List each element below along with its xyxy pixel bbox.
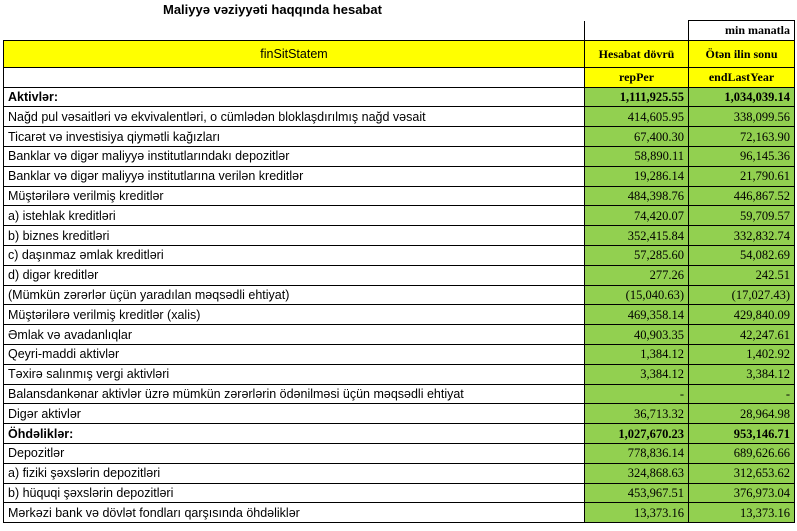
table-row bbox=[4, 206, 795, 226]
column-code-last-year-end[interactable]: endLastYear bbox=[689, 67, 795, 87]
reporting-period-value-cell[interactable]: 469,358.14 bbox=[585, 305, 689, 325]
reporting-period-value-cell[interactable]: 67,400.30 bbox=[585, 127, 689, 147]
row-label-cell[interactable]: b) biznes kreditləri bbox=[4, 226, 585, 246]
last-year-end-value-cell[interactable]: 689,626.66 bbox=[689, 443, 795, 463]
column-code-reporting-period[interactable]: repPer bbox=[585, 67, 689, 87]
blank-cell bbox=[585, 21, 689, 41]
reporting-period-value-cell[interactable]: 352,415.84 bbox=[585, 226, 689, 246]
column-header-reporting-period[interactable]: Hesabat dövrü bbox=[585, 40, 689, 67]
reporting-period-value-cell[interactable]: 1,027,670.23 bbox=[585, 424, 689, 444]
table-row bbox=[4, 325, 795, 345]
reporting-period-value-cell[interactable]: 36,713.32 bbox=[585, 404, 689, 424]
header-row bbox=[4, 40, 795, 67]
reporting-period-value-cell[interactable]: - bbox=[585, 384, 689, 404]
unit-label: min manatla bbox=[689, 21, 795, 41]
last-year-end-value-cell[interactable]: 242.51 bbox=[689, 265, 795, 285]
last-year-end-value-cell[interactable]: 54,082.69 bbox=[689, 245, 795, 265]
row-label-cell[interactable]: Balansdankənar aktivlər üzrə mümkün zərərlərin ödənilməsi üçün məqsədli ehtiyat bbox=[4, 384, 585, 404]
row-label-cell[interactable]: Əmlak və avadanlıqlar bbox=[4, 325, 585, 345]
last-year-end-value-cell[interactable]: 96,145.36 bbox=[689, 146, 795, 166]
table-row bbox=[4, 265, 795, 285]
table-row bbox=[4, 107, 795, 127]
row-label-cell[interactable]: Müştərilərə verilmiş kreditlər (xalis) bbox=[4, 305, 585, 325]
code-row bbox=[4, 67, 795, 87]
reporting-period-value-cell[interactable]: 19,286.14 bbox=[585, 166, 689, 186]
row-label-cell[interactable]: Müştərilərə verilmiş kreditlər bbox=[4, 186, 585, 206]
table-row bbox=[4, 344, 795, 364]
reporting-period-value-cell[interactable]: 1,111,925.55 bbox=[585, 87, 689, 107]
last-year-end-value-cell[interactable]: 429,840.09 bbox=[689, 305, 795, 325]
last-year-end-value-cell[interactable]: (17,027.43) bbox=[689, 285, 795, 305]
table-row bbox=[4, 285, 795, 305]
row-label-cell[interactable]: Digər aktivlər bbox=[4, 404, 585, 424]
reporting-period-value-cell[interactable]: 414,605.95 bbox=[585, 107, 689, 127]
last-year-end-value-cell[interactable]: 42,247.61 bbox=[689, 325, 795, 345]
blank-cell bbox=[4, 21, 585, 41]
reporting-period-value-cell[interactable]: 1,384.12 bbox=[585, 344, 689, 364]
last-year-end-value-cell[interactable]: 72,163.90 bbox=[689, 127, 795, 147]
row-label-cell[interactable]: Depozitlər bbox=[4, 443, 585, 463]
row-label-cell[interactable]: Qeyri-maddi aktivlər bbox=[4, 344, 585, 364]
report-title: Maliyyə vəziyyəti haqqında hesabat bbox=[163, 2, 382, 17]
reporting-period-value-cell[interactable]: (15,040.63) bbox=[585, 285, 689, 305]
table-row bbox=[4, 166, 795, 186]
table-row bbox=[4, 503, 795, 523]
last-year-end-value-cell[interactable]: 21,790.61 bbox=[689, 166, 795, 186]
last-year-end-value-cell[interactable]: 446,867.52 bbox=[689, 186, 795, 206]
row-label-cell[interactable]: Banklar və digər maliyyə institutlarındakı depozitlər bbox=[4, 146, 585, 166]
table-row bbox=[4, 384, 795, 404]
last-year-end-value-cell[interactable]: - bbox=[689, 384, 795, 404]
last-year-end-value-cell[interactable]: 312,653.62 bbox=[689, 463, 795, 483]
last-year-end-value-cell[interactable]: 1,402.92 bbox=[689, 344, 795, 364]
reporting-period-value-cell[interactable]: 58,890.11 bbox=[585, 146, 689, 166]
row-label-cell[interactable]: Mərkəzi bank və dövlət fondları qarşısında öhdəliklər bbox=[4, 503, 585, 523]
last-year-end-value-cell[interactable]: 332,832.74 bbox=[689, 226, 795, 246]
last-year-end-value-cell[interactable]: 1,034,039.14 bbox=[689, 87, 795, 107]
table-row bbox=[4, 146, 795, 166]
table-row bbox=[4, 424, 795, 444]
reporting-period-value-cell[interactable]: 3,384.12 bbox=[585, 364, 689, 384]
row-label-cell[interactable]: Banklar və digər maliyyə institutlarına verilən kreditlər bbox=[4, 166, 585, 186]
row-label-cell[interactable]: a) istehlak kreditləri bbox=[4, 206, 585, 226]
last-year-end-value-cell[interactable]: 28,964.98 bbox=[689, 404, 795, 424]
column-header-last-year-end[interactable]: Ötən ilin sonu bbox=[689, 40, 795, 67]
table-row bbox=[4, 226, 795, 246]
row-label-cell[interactable]: (Mümkün zərərlər üçün yaradılan məqsədli ehtiyat) bbox=[4, 285, 585, 305]
reporting-period-value-cell[interactable]: 57,285.60 bbox=[585, 245, 689, 265]
table-row bbox=[4, 127, 795, 147]
blank-cell[interactable] bbox=[4, 67, 585, 87]
row-label-cell[interactable]: a) fiziki şəxslərin depozitləri bbox=[4, 463, 585, 483]
financial-statement-table bbox=[3, 20, 795, 523]
table-row bbox=[4, 443, 795, 463]
table-row bbox=[4, 186, 795, 206]
row-label-cell[interactable]: c) daşınmaz əmlak kreditləri bbox=[4, 245, 585, 265]
table-row bbox=[4, 87, 795, 107]
unit-row bbox=[4, 21, 795, 41]
last-year-end-value-cell[interactable]: 376,973.04 bbox=[689, 483, 795, 503]
reporting-period-value-cell[interactable]: 40,903.35 bbox=[585, 325, 689, 345]
reporting-period-value-cell[interactable]: 324,868.63 bbox=[585, 463, 689, 483]
reporting-period-value-cell[interactable]: 13,373.16 bbox=[585, 503, 689, 523]
table-row bbox=[4, 364, 795, 384]
last-year-end-value-cell[interactable]: 953,146.71 bbox=[689, 424, 795, 444]
last-year-end-value-cell[interactable]: 3,384.12 bbox=[689, 364, 795, 384]
reporting-period-value-cell[interactable]: 74,420.07 bbox=[585, 206, 689, 226]
row-label-cell[interactable]: Təxirə salınmış vergi aktivləri bbox=[4, 364, 585, 384]
reporting-period-value-cell[interactable]: 778,836.14 bbox=[585, 443, 689, 463]
row-label-cell[interactable]: b) hüquqi şəxslərin depozitləri bbox=[4, 483, 585, 503]
table-row bbox=[4, 463, 795, 483]
reporting-period-value-cell[interactable]: 277.26 bbox=[585, 265, 689, 285]
row-label-cell[interactable]: d) digər kreditlər bbox=[4, 265, 585, 285]
last-year-end-value-cell[interactable]: 13,373.16 bbox=[689, 503, 795, 523]
table-row bbox=[4, 483, 795, 503]
report-title-row bbox=[0, 0, 797, 20]
row-label-cell[interactable]: Aktivlər: bbox=[4, 87, 585, 107]
table-row bbox=[4, 404, 795, 424]
statement-code-cell[interactable]: finSitStatem bbox=[4, 40, 585, 67]
row-label-cell[interactable]: Ticarət və investisiya qiymətli kağızları bbox=[4, 127, 585, 147]
table-row bbox=[4, 245, 795, 265]
table-row bbox=[4, 305, 795, 325]
last-year-end-value-cell[interactable]: 338,099.56 bbox=[689, 107, 795, 127]
last-year-end-value-cell[interactable]: 59,709.57 bbox=[689, 206, 795, 226]
row-label-cell[interactable]: Nağd pul vəsaitləri və ekvivalentləri, o cümlədən bloklaşdırılmış nağd vəsait bbox=[4, 107, 585, 127]
row-label-cell[interactable]: Öhdəliklər: bbox=[4, 424, 585, 444]
reporting-period-value-cell[interactable]: 484,398.76 bbox=[585, 186, 689, 206]
reporting-period-value-cell[interactable]: 453,967.51 bbox=[585, 483, 689, 503]
